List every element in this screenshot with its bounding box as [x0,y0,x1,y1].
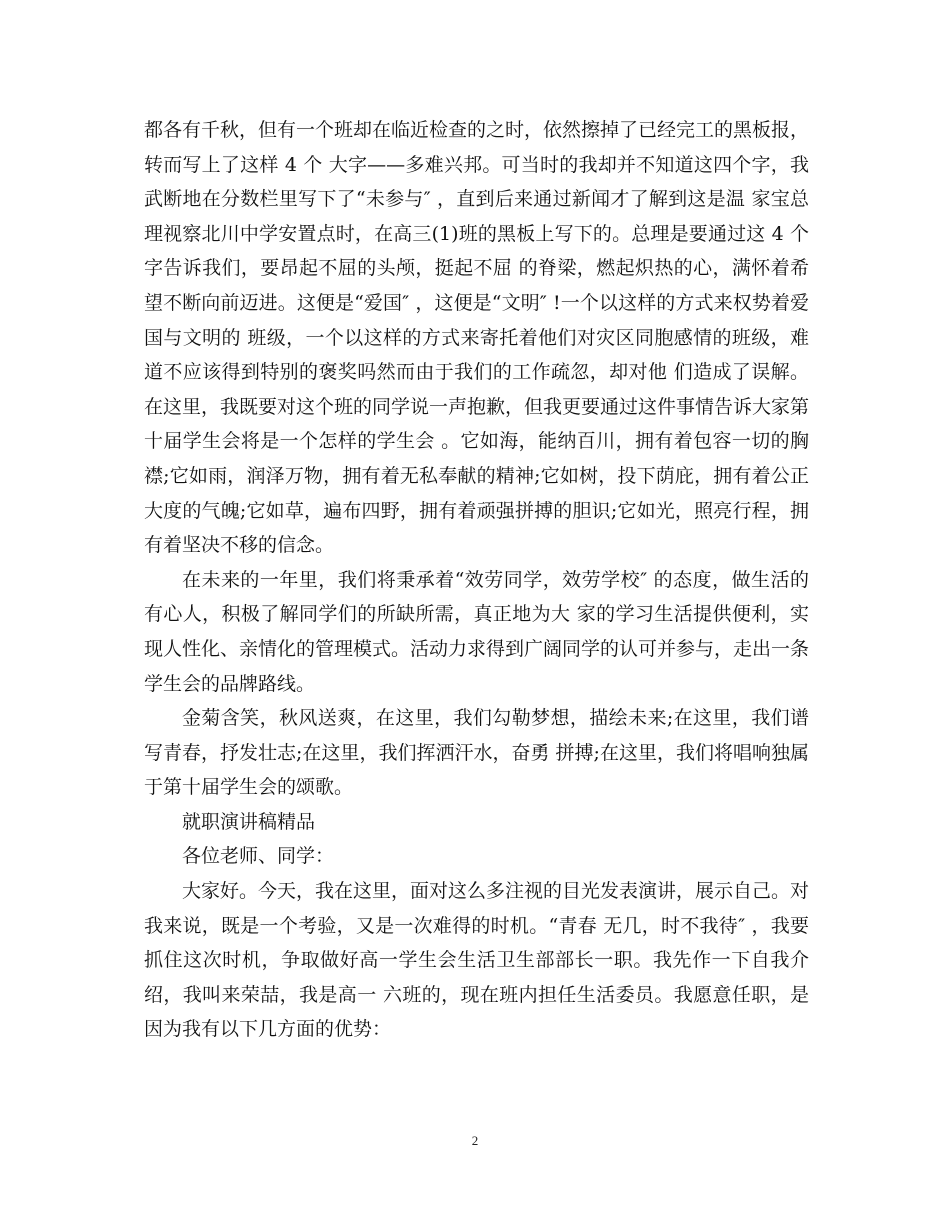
paragraph-continuation: 都各有千秋，但有一个班却在临近检查的之时，依然擦掉了已经完工的黑板报，转而写上了这样 4 个 大字——多难兴邦。可当时的我却并不知道这四个字，我武断地在分数栏里写下了“未参与″ ，直到后来通过新闻才了解到这是温 家宝总理视察北川中学安置点时，在高三(1)班的黑板上写下的。总理是要通过这 4 个字告诉我们，要昂起不屈的头颅，挺起不屈 的脊梁，燃起炽热的心，满怀着希望不断向前迈进。这便是“爱国″ ，这便是“文明″ !一个以这样的方式来权势着爱国与文明的 班级，一个以这样的方式来寄托着他们对灾区同胞感情的班级，难道不应该得到特别的褒奖吗然而由于我们的工作疏忽，却对他 们造成了误解。在这里，我既要对这个班的同学说一声抱歉，但我更要通过这件事情告诉大家第十届学生会将是一个怎样的学生会 。它如海，能纳百川，拥有着包容一切的胸襟;它如雨，润泽万物，拥有着无私奉献的精神;它如树，投下荫庇，拥有着公正大度的气魄;它如草，遍布四野，拥有着顽强拼搏的胆识;它如光，照亮行程，拥有着坚决不移的信念。 [144,119,810,557]
paragraph-closing: 金菊含笑，秋风送爽，在这里，我们勾勒梦想，描绘未来;在这里，我们谱写青春，抒发壮志;在这里，我们挥洒汗水，奋勇 拼搏;在这里，我们将唱响独属于第十届学生会的颂歌。 [144,707,809,799]
document-body [144,113,809,1047]
paragraph-future-plan: 在未来的一年里，我们将秉承着“效劳同学，效劳学校″ 的态度，做生活的有心人，积极了解同学们的所缺所需，真正地为大 家的学习生活提供便利，实现人性化、亲情化的管理模式。活动力求得到广阔同学的认可并参与，走出一条学生会的品牌路线。 [144,568,810,695]
paragraph-introduction: 大家好。今天，我在这里，面对这么多注视的目光发表演讲，展示自己。对我来说，既是一个考验，又是一次难得的时机。“青春 无几，时不我待″ ，我要抓住这次时机，争取做好高一学生会生活卫生部部长一职。我先作一下自我介绍，我叫来荣喆，我是高一 六班的，现在班内担任生活委员。我愿意任职，是因为我有以下几方面的优势： [144,880,810,1041]
page-number: 2 [471,1133,479,1148]
section-title: 就职演讲稿精品 [182,810,316,833]
salutation: 各位老师、同学： [182,845,335,868]
